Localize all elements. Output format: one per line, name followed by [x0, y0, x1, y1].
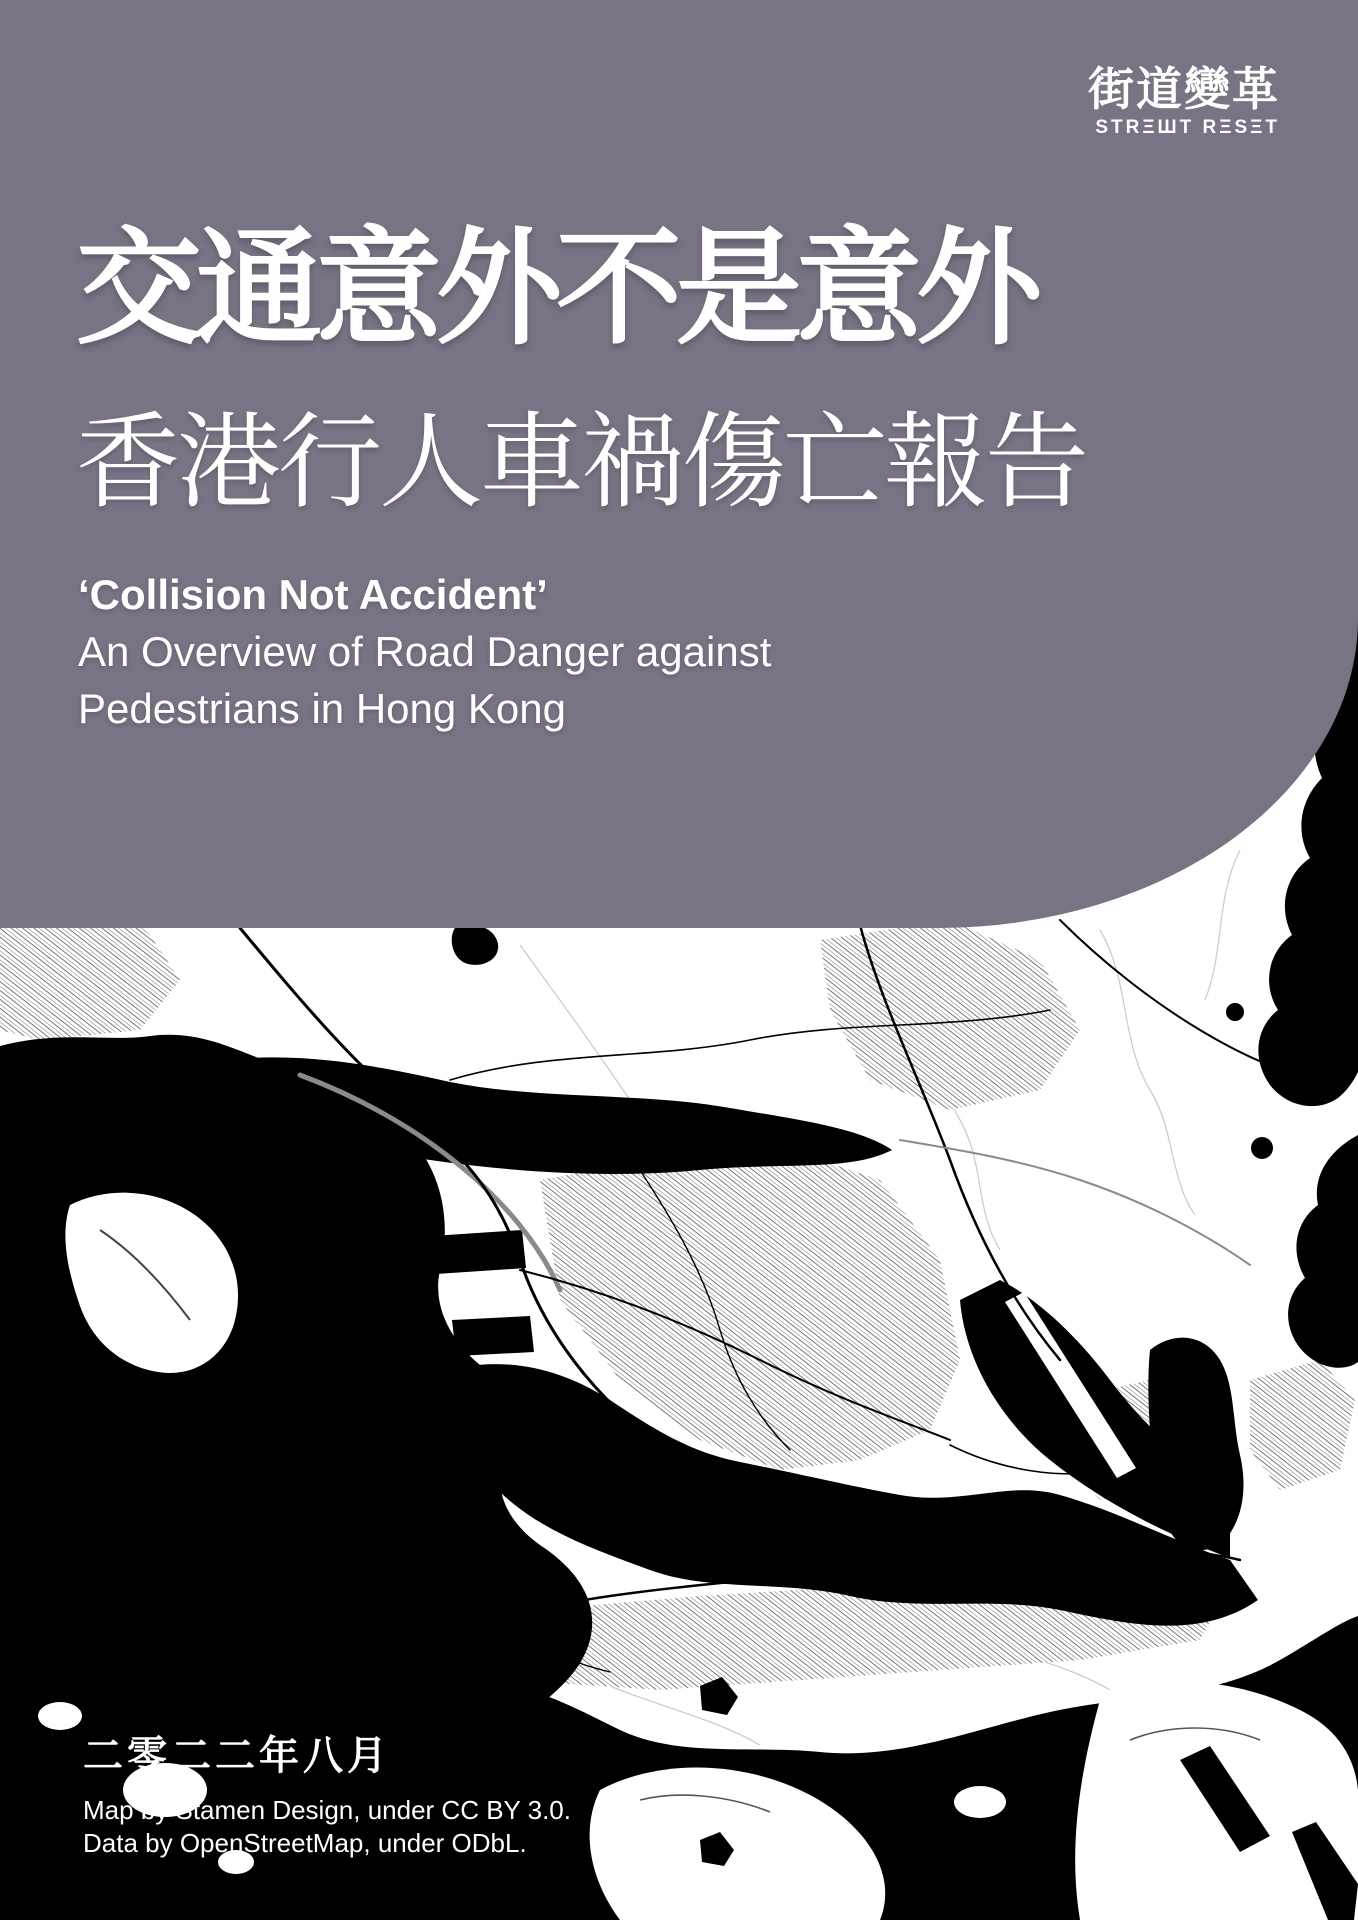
subtitle-line3: Pedestrians in Hong Kong: [78, 685, 566, 733]
brand-logo-cjk: 街道變革: [1088, 63, 1280, 115]
map-attribution-line2: Data by OpenStreetMap, under ODbL.: [83, 1828, 527, 1859]
brand-logo-latin: STRΞШT RΞSΞT: [1095, 117, 1280, 138]
cover-footer: [83, 1736, 571, 1861]
map-attribution-line1: Map by Stamen Design, under CC BY 3.0.: [83, 1795, 571, 1825]
map-attribution: [83, 1794, 571, 1861]
publication-date: 二零二二年八月: [83, 1734, 391, 1778]
subtitle-emphasis: ‘Collision Not Accident’: [78, 571, 548, 618]
subtitle-line2: An Overview of Road Danger against: [78, 628, 772, 676]
cover-title-line1: 交通意外不是意外: [76, 218, 1036, 359]
brand-logo: [1088, 63, 1280, 138]
cover-title-line2: 香港行人車禍傷亡報告: [76, 405, 1087, 521]
cover-subtitle: [78, 566, 771, 737]
cover-header-panel: [0, 0, 1358, 928]
